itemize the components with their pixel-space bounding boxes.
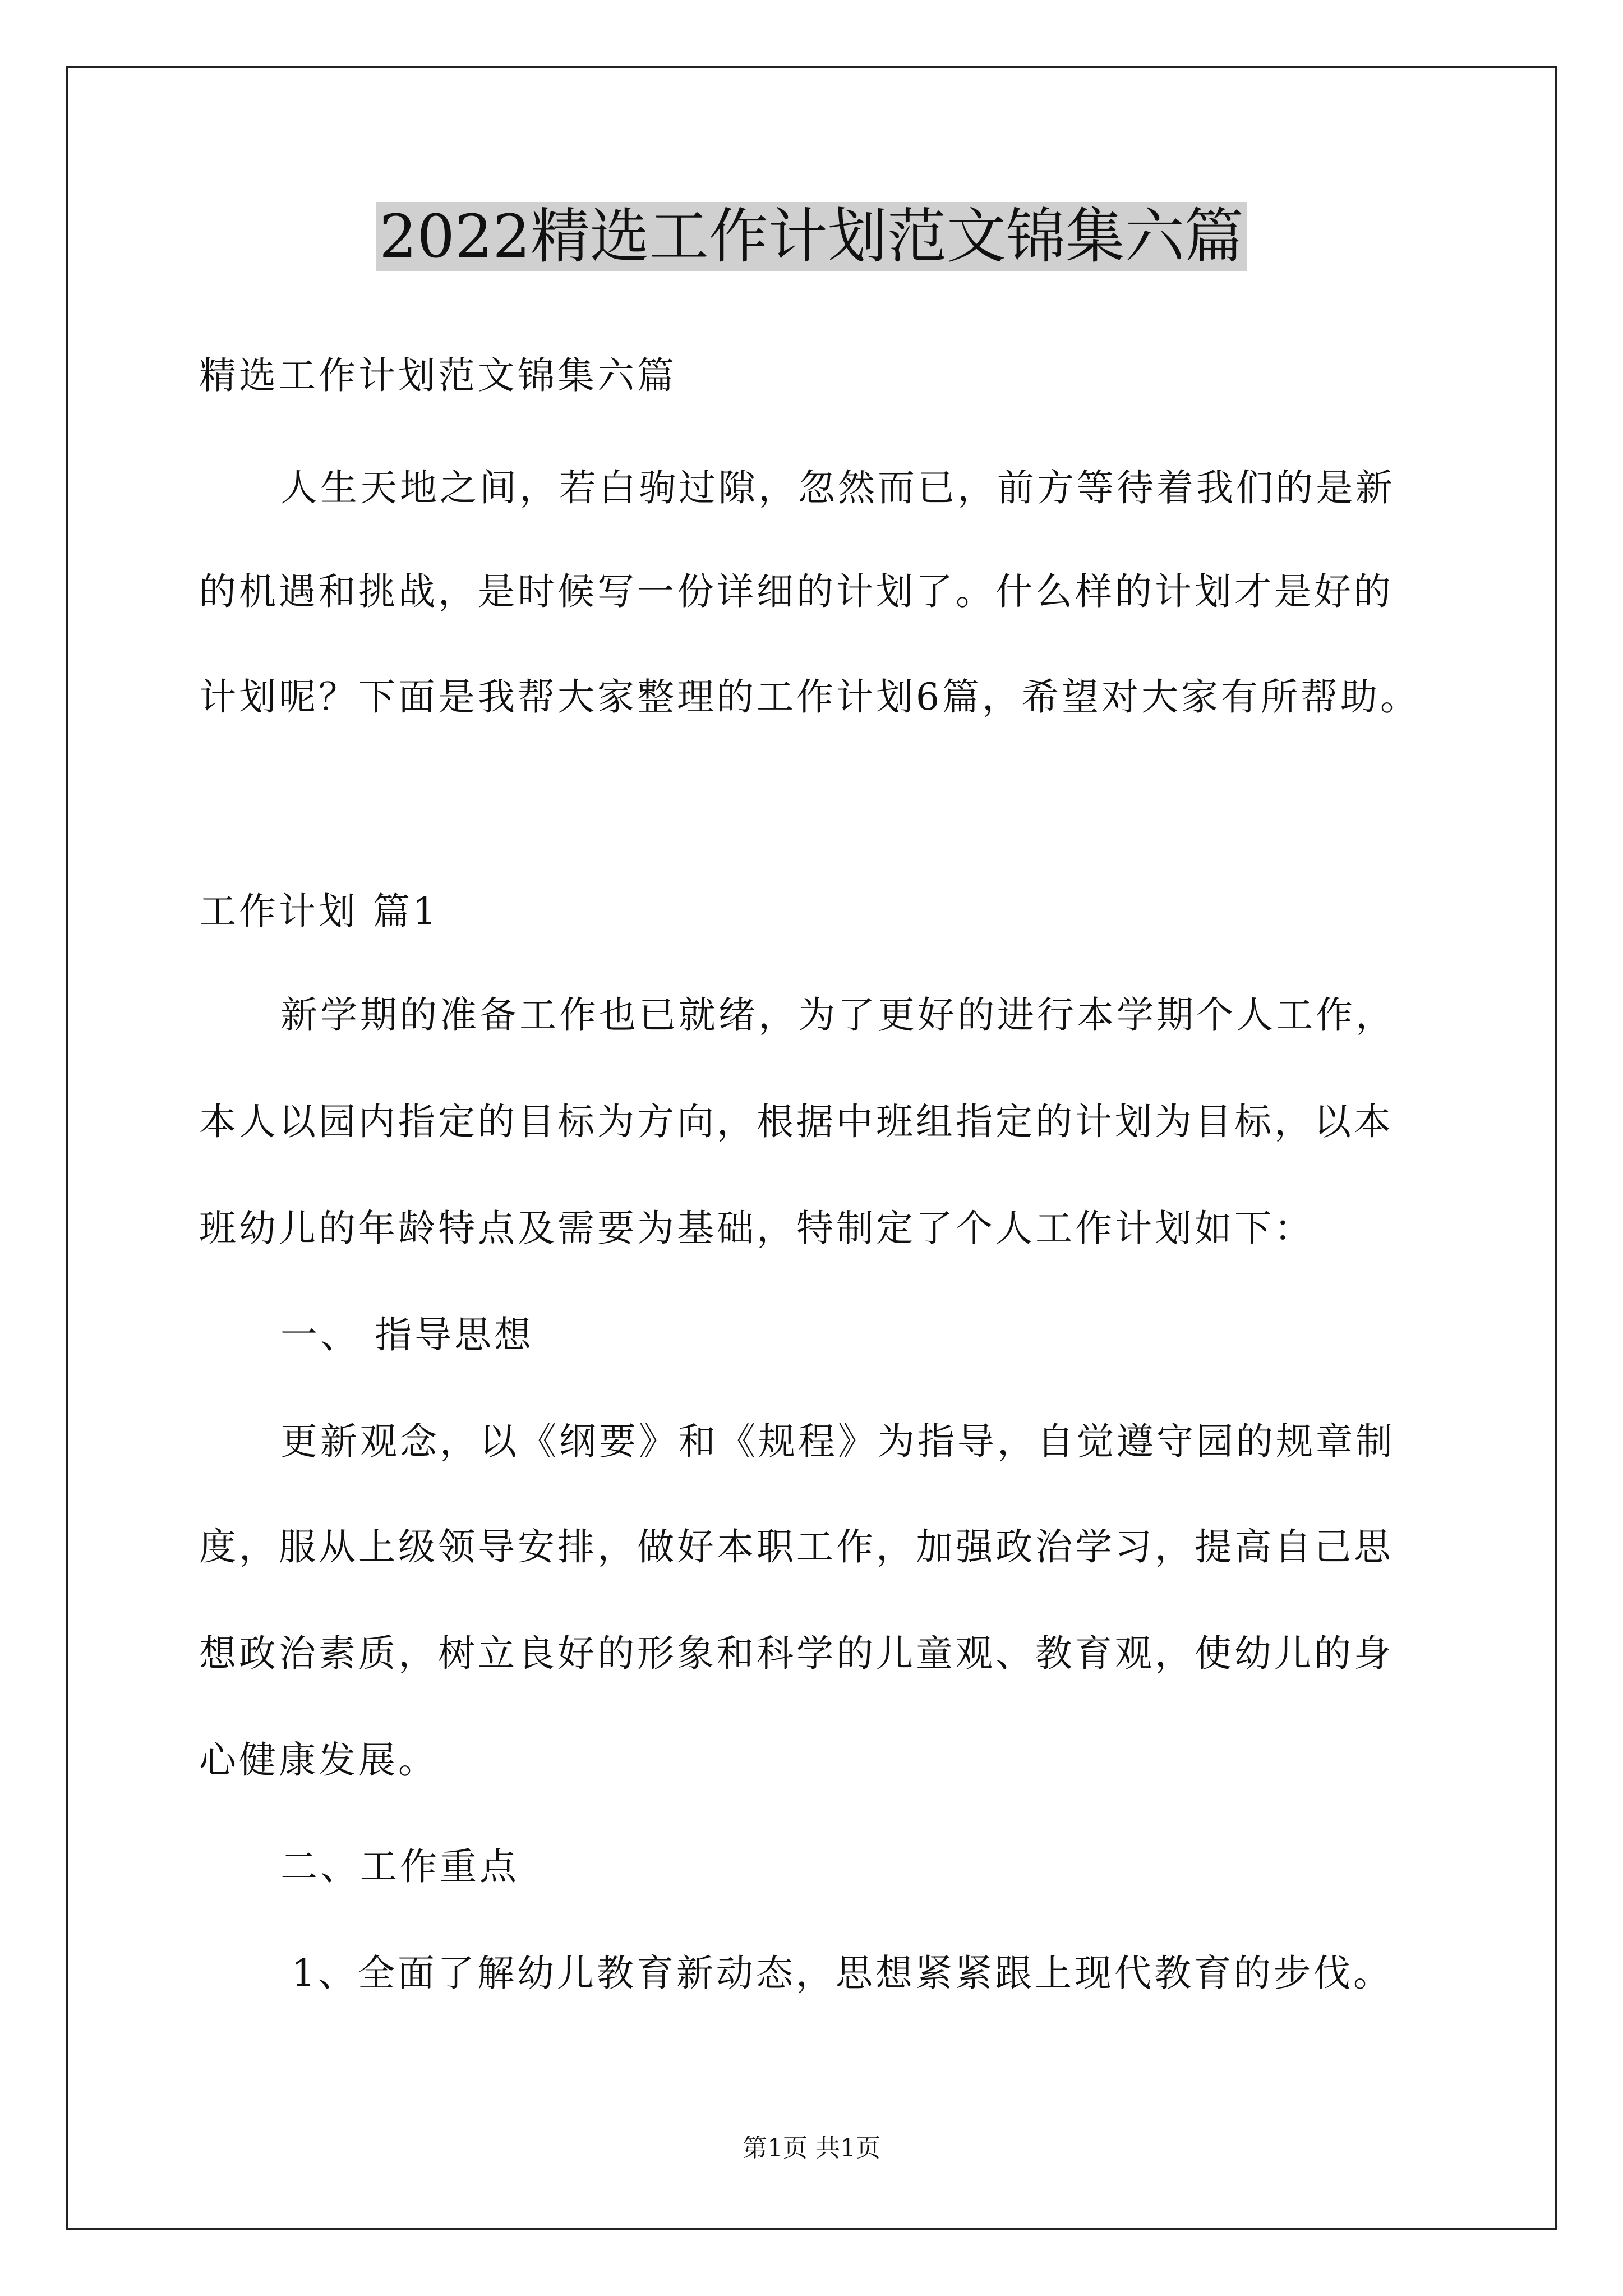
section-para-line-2: 本人以园内指定的目标为方向，根据中班组指定的计划为目标，以本	[199, 1100, 1394, 1143]
section-para-line-1: 新学期的准备工作也已就绪，为了更好的进行本学期个人工作，	[280, 993, 1395, 1037]
section-para-line-3: 班幼儿的年龄特点及需要为基础，特制定了个人工作计划如下：	[199, 1207, 1314, 1250]
intro-line-1: 人生天地之间，若白驹过隙，忽然而已，前方等待着我们的是新	[280, 466, 1395, 509]
intro-line-2: 的机遇和挑战，是时候写一份详细的计划了。什么样的计划才是好的	[199, 570, 1394, 613]
guiding-para-line-3: 想政治素质，树立良好的形象和科学的儿童观、教育观，使幼儿的身	[199, 1632, 1394, 1675]
heading-guiding-thought: 一、 指导思想	[280, 1313, 534, 1356]
heading-work-focus: 二、工作重点	[280, 1845, 519, 1888]
guiding-para-line-4: 心健康发展。	[199, 1738, 438, 1782]
guiding-para-line-2: 度，服从上级领导安排，做好本职工作，加强政治学习，提高自己思	[199, 1525, 1394, 1568]
document-subtitle: 精选工作计划范文锦集六篇	[199, 354, 677, 397]
section-heading: 工作计划 篇1	[199, 890, 439, 933]
document-title-text: 2022精选工作计划范文锦集六篇	[376, 202, 1247, 271]
list-item-1: 1、全面了解幼儿教育新动态，思想紧紧跟上现代教育的步伐。	[292, 1952, 1393, 1995]
guiding-para-line-1: 更新观念，以《纲要》和《规程》为指导，自觉遵守园的规章制	[280, 1420, 1395, 1463]
page-number: 第1页 共1页	[743, 2134, 880, 2162]
document-title	[0, 197, 1623, 276]
intro-line-3: 计划呢？下面是我帮大家整理的工作计划6篇，希望对大家有所帮助。	[199, 675, 1420, 719]
